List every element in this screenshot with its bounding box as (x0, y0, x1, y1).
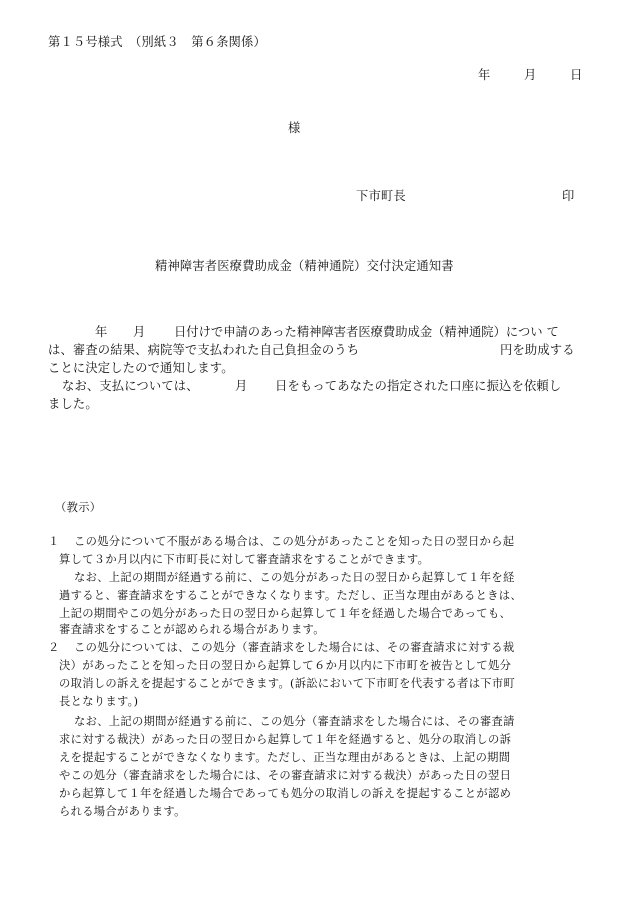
instruction-1-number: １ (48, 535, 60, 548)
instruction-2-line: の取消しの訴えを提起することができます。(訴訟において下市町を代表する者は下市町 (59, 677, 516, 690)
seal-mark: 印 (562, 189, 575, 203)
body-line-4-rest: 日をもってあなたの指定された口座に振込を依頼し (275, 379, 562, 393)
date-day-label: 日 (570, 68, 583, 82)
body-amount-yen: 円を助成する (500, 343, 575, 357)
body-line-2: は、審査の結果、病院等で支払われた自己負担金のうち (48, 343, 360, 357)
instruction-1-line: 過すると、審査請求をすることができなくなります。ただし、正当な理由があるときは、 (59, 589, 522, 602)
instruction-1-line: この処分について不服がある場合は、この処分があったことを知った日の翌日から起 (74, 535, 515, 548)
instruction-2-line: なお、上記の期間が経過する前に、この処分（審査請求をした場合には、その審査請 (74, 715, 515, 728)
body-payment-month: 月 (235, 379, 248, 393)
date-year-label: 年 (478, 68, 491, 82)
instruction-2-line: やこの処分（審査請求をした場合には、その審査請求に対する裁決）があった日の翌日 (59, 769, 512, 782)
instruction-2-line: 決）があったことを知った日の翌日から起算して６か月以内に下市町を被告として処分 (59, 659, 512, 672)
recipient-suffix: 様 (288, 121, 301, 135)
instruction-1-line: 審査請求をすることが認められる場合があります。 (59, 623, 325, 636)
instruction-2-line: 長となります。) (59, 695, 139, 708)
document-title: 精神障害者医療費助成金（精神通院）交付決定通知書 (155, 259, 454, 273)
instruction-2-line: 求に対する裁決）があった日の翌日から起算して１年を経過すると、処分の取消しの訴 (59, 733, 512, 746)
instruction-heading: （教示） (55, 501, 102, 514)
body-year-label: 年 (95, 325, 108, 339)
instruction-2-line: から起算して１年を経過した場合であっても処分の取消しの訴えを提起することが認め (59, 787, 512, 800)
instruction-2-line: られる場合があります。 (59, 805, 186, 818)
body-line-1: 日付けで申請のあった精神障害者医療費助成金（精神通院）につい て (174, 325, 559, 339)
instruction-2-line: えを提起することができなくなります。ただし、正当な理由があるときは、上記の期間 (59, 751, 511, 764)
instruction-2-number: ２ (48, 641, 60, 654)
body-line-3: ことに決定したので通知します。 (48, 361, 234, 375)
date-month-label: 月 (524, 68, 537, 82)
issuer-name: 下市町長 (356, 189, 406, 203)
instruction-2-line: この処分については、この処分（審査請求をした場合には、その審査請求に対する裁 (74, 641, 515, 654)
body-line-5: ました。 (48, 397, 98, 411)
instruction-1-line: 算して３か月以内に下市町長に対して審査請求をすることができます。 (59, 553, 430, 566)
form-header: 第１５号様式 （別紙３ 第６条関係） (48, 35, 266, 49)
body-line-4: なお、支払については、 (62, 379, 199, 393)
instruction-1-line: 上記の期間やこの処分があった日の翌日から起算して１年を経過した場合であっても、 (59, 607, 512, 620)
instruction-1-line: なお、上記の期間が経過する前に、この処分があった日の翌日から起算して１年を経 (74, 571, 515, 584)
body-month-label: 月 (133, 325, 146, 339)
